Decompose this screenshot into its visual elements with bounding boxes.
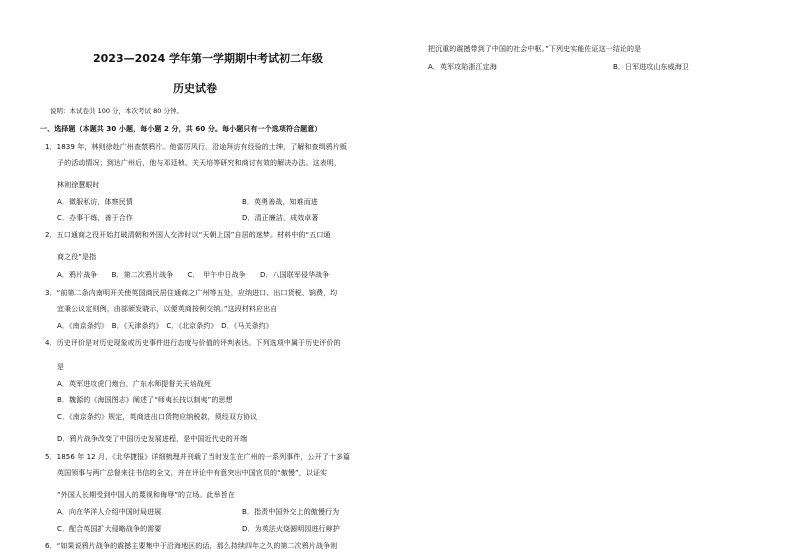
question-line: 3．“前第二条内南明开关使英国商民居住通商之广州等五处，应纳进口、出口货税、饷费，均 [45,289,338,297]
option-a: A．微服私访，体察民情 [57,198,133,206]
question-line: 6．“如果说鸦片战争的震撼主要集中于沿海地区的话，那么持续四年之久的第二次鸦片战争则 [45,542,338,550]
question-line: 是 [57,363,65,371]
option-d: D．清正廉洁，成效卓著 [242,214,319,222]
option-a: A．向在华洋人介绍中国时局进展 [57,508,162,516]
option-c: C．配合英国扩大侵略战争的需要 [57,525,162,533]
option-b: B．指责中国外交上的傲慢行为 [242,508,340,516]
option-b: B．英勇善战，知难而进 [242,198,318,206]
question-line: 4．历史评价是对历史现象或历史事件进行态度与价值的评判表达。下列选项中属于历史评价的 [45,339,341,347]
question-line: 英国领事与两广总督来往书信的全文，并在评论中有意突出中国官员的“傲慢”，以证实 [57,469,328,477]
exam-title: 2023—2024 学年第一学期期中考试初二年级 [93,52,324,65]
question-line: 林则徐慧眼时 [57,181,100,189]
question-line: 商之役”是指 [57,253,97,261]
option-b: B．魏源的《海国图志》阐述了“师夷长技以制夷”的思想 [57,396,233,404]
question-line: 5．1856 年 12 月，《北华捷报》详细梳理并刊载了当时发生在广州的一系列事件，公开了十多篇 [45,453,351,461]
option-a: A．英军进攻虎门炮台，广东水师提督关天培战死 [57,380,211,388]
exam-note: 说明：本试卷共 100 分，本次考试 80 分钟。 [50,107,183,115]
question-line: 子的活动情况；到达广州后，他与邓廷桢、关天培等研究和商讨有效的解决办法。这表明， [57,159,341,167]
question-line: 2．五口通商之役开始打破清朝和外国人交涉时以“天朝上国”自居的迷梦。材料中的“五口通 [45,231,331,239]
question-line: 1．1839 年，林则徐赴广州查禁鸦片。他雷厉风行，沿途拜访有经验的士绅，了解和查缉鸦片贩 [45,143,347,151]
question-line: 宜秉公议定则例，由部颁发晓示，以便英商按例交纳。”这段材料应出自 [57,305,278,313]
option-c: C．《南京条约》规定，英商进出口货物应纳税款，须经双方协议 [57,413,258,421]
question-line: 把沉重的震撼带到了中国的社会中枢。”下列史实能佐证这一结论的是 [428,45,642,53]
option-b: B．日军进攻山东威海卫 [613,63,689,71]
question-line: “外国人长期受到中国人的蔑视和侮辱”的立场。此举旨在 [57,491,235,499]
option-d: D．鸦片战争改变了中国历史发展进程，是中国近代史的开端 [57,435,248,443]
options-row: A．《南京条约》 B．《天津条约》 C．《北京条约》 D．《马关条约》 [57,322,273,330]
option-c: C．办事干练，善于合作 [57,214,133,222]
option-d: D．为英法火烧圆明园进行辩护 [242,525,340,533]
section-heading: 一、选择题（本题共 30 小题，每小题 2 分，共 60 分。每小题只有一个选项符合题意） [40,125,322,133]
options-row: A．鸦片战争 B．第二次鸦片战争 C． 甲午中日战争 D．八国联军侵华战争 [57,271,330,279]
exam-subject: 历史试卷 [173,82,217,95]
option-a: A．英军攻陷浙江定海 [428,63,497,71]
